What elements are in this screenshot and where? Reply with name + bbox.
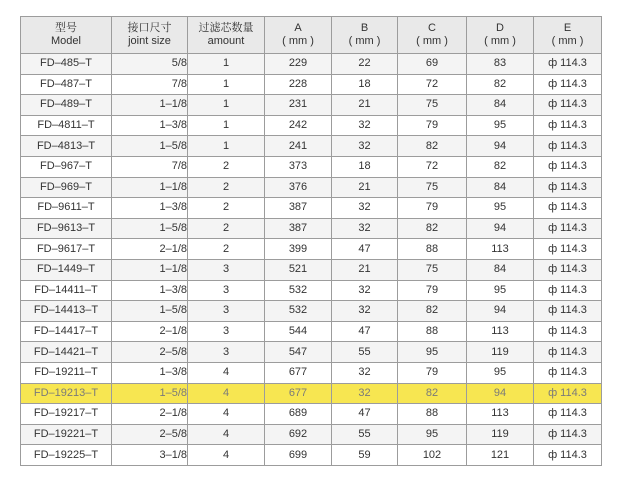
cell-joint-size: 1–1/8 [112,95,188,116]
cell-amount: 4 [188,424,265,445]
cell-joint-size: 1–5/8 [112,383,188,404]
cell-a: 677 [265,362,332,383]
cell-amount: 4 [188,445,265,466]
cell-joint-size: 5/8 [112,54,188,75]
cell-c: 82 [398,136,467,157]
cell-amount: 4 [188,383,265,404]
cell-d: 113 [467,404,534,425]
cell-joint-size: 1–5/8 [112,301,188,322]
cell-c: 75 [398,259,467,280]
cell-b: 32 [332,218,398,239]
table-row [21,424,602,445]
cell-a: 547 [265,342,332,363]
cell-c: 82 [398,383,467,404]
cell-e: ф 114.3 [534,404,602,425]
cell-c: 102 [398,445,467,466]
cell-c: 95 [398,424,467,445]
cell-model: FD–14421–T [21,342,112,363]
cell-c: 95 [398,342,467,363]
cell-joint-size: 1–5/8 [112,218,188,239]
cell-model: FD–19213–T [21,383,112,404]
cell-e: ф 114.3 [534,198,602,219]
cell-amount: 2 [188,177,265,198]
cell-a: 699 [265,445,332,466]
cell-d: 84 [467,177,534,198]
cell-e: ф 114.3 [534,362,602,383]
cell-b: 18 [332,156,398,177]
filter-spec-table [20,16,602,466]
cell-b: 47 [332,321,398,342]
cell-a: 373 [265,156,332,177]
cell-e: ф 114.3 [534,239,602,260]
cell-c: 69 [398,54,467,75]
cell-a: 229 [265,54,332,75]
cell-joint-size: 1–3/8 [112,198,188,219]
header-e: E ( mm ) [534,17,602,54]
cell-b: 18 [332,74,398,95]
cell-amount: 3 [188,301,265,322]
cell-joint-size: 2–5/8 [112,342,188,363]
cell-joint-size: 1–1/8 [112,177,188,198]
cell-e: ф 114.3 [534,74,602,95]
table-row [21,280,602,301]
cell-joint-size: 1–3/8 [112,362,188,383]
cell-d: 94 [467,301,534,322]
table-header-row [21,17,602,54]
cell-model: FD–1449–T [21,259,112,280]
header-joint-size: 接口尺寸 joint size [112,17,188,54]
cell-c: 88 [398,321,467,342]
cell-b: 32 [332,115,398,136]
table-row [21,321,602,342]
cell-model: FD–9611–T [21,198,112,219]
table-row-highlighted [21,383,602,404]
cell-joint-size: 1–3/8 [112,280,188,301]
cell-a: 376 [265,177,332,198]
table-row [21,362,602,383]
header-model: 型号 Model [21,17,112,54]
cell-a: 521 [265,259,332,280]
cell-joint-size: 1–3/8 [112,115,188,136]
cell-c: 82 [398,301,467,322]
cell-a: 399 [265,239,332,260]
cell-d: 82 [467,156,534,177]
cell-a: 532 [265,280,332,301]
table-row [21,445,602,466]
cell-a: 544 [265,321,332,342]
cell-e: ф 114.3 [534,115,602,136]
cell-amount: 1 [188,54,265,75]
cell-a: 692 [265,424,332,445]
cell-d: 95 [467,362,534,383]
cell-c: 82 [398,218,467,239]
cell-model: FD–14411–T [21,280,112,301]
header-a: A ( mm ) [265,17,332,54]
cell-d: 95 [467,115,534,136]
cell-joint-size: 2–1/8 [112,404,188,425]
cell-e: ф 114.3 [534,136,602,157]
cell-b: 47 [332,404,398,425]
cell-b: 32 [332,198,398,219]
table-row [21,95,602,116]
cell-a: 241 [265,136,332,157]
cell-a: 677 [265,383,332,404]
cell-model: FD–14417–T [21,321,112,342]
cell-amount: 3 [188,280,265,301]
cell-d: 82 [467,74,534,95]
cell-joint-size: 7/8 [112,74,188,95]
table-row [21,301,602,322]
cell-model: FD–9617–T [21,239,112,260]
cell-b: 32 [332,280,398,301]
cell-model: FD–19221–T [21,424,112,445]
cell-joint-size: 3–1/8 [112,445,188,466]
cell-amount: 2 [188,239,265,260]
cell-joint-size: 2–5/8 [112,424,188,445]
cell-e: ф 114.3 [534,54,602,75]
cell-c: 75 [398,95,467,116]
cell-e: ф 114.3 [534,156,602,177]
header-d: D ( mm ) [467,17,534,54]
cell-b: 21 [332,95,398,116]
cell-b: 32 [332,362,398,383]
cell-b: 32 [332,136,398,157]
cell-amount: 4 [188,404,265,425]
cell-model: FD–19225–T [21,445,112,466]
cell-model: FD–14413–T [21,301,112,322]
cell-d: 119 [467,424,534,445]
cell-d: 84 [467,95,534,116]
cell-model: FD–967–T [21,156,112,177]
cell-e: ф 114.3 [534,321,602,342]
cell-c: 72 [398,156,467,177]
cell-c: 88 [398,239,467,260]
cell-b: 55 [332,424,398,445]
cell-d: 113 [467,239,534,260]
table-row [21,218,602,239]
cell-b: 47 [332,239,398,260]
cell-a: 228 [265,74,332,95]
cell-model: FD–9613–T [21,218,112,239]
cell-d: 84 [467,259,534,280]
table-row [21,156,602,177]
cell-c: 79 [398,362,467,383]
cell-c: 88 [398,404,467,425]
cell-joint-size: 1–1/8 [112,259,188,280]
cell-c: 79 [398,198,467,219]
cell-e: ф 114.3 [534,259,602,280]
cell-amount: 2 [188,156,265,177]
cell-d: 95 [467,198,534,219]
table-row [21,115,602,136]
cell-amount: 2 [188,218,265,239]
cell-d: 94 [467,136,534,157]
table-row [21,136,602,157]
cell-b: 59 [332,445,398,466]
table-row [21,259,602,280]
cell-d: 94 [467,383,534,404]
cell-e: ф 114.3 [534,383,602,404]
cell-d: 119 [467,342,534,363]
cell-d: 83 [467,54,534,75]
cell-d: 121 [467,445,534,466]
cell-e: ф 114.3 [534,424,602,445]
cell-b: 32 [332,383,398,404]
cell-amount: 1 [188,95,265,116]
cell-joint-size: 1–5/8 [112,136,188,157]
cell-c: 79 [398,115,467,136]
cell-joint-size: 2–1/8 [112,239,188,260]
table-row [21,198,602,219]
cell-c: 79 [398,280,467,301]
table-row [21,342,602,363]
cell-b: 55 [332,342,398,363]
cell-amount: 3 [188,321,265,342]
cell-model: FD–19217–T [21,404,112,425]
cell-a: 242 [265,115,332,136]
cell-amount: 2 [188,198,265,219]
cell-amount: 1 [188,74,265,95]
cell-model: FD–487–T [21,74,112,95]
cell-a: 387 [265,218,332,239]
header-amount: 过滤芯数量 amount [188,17,265,54]
cell-e: ф 114.3 [534,177,602,198]
table-row [21,54,602,75]
cell-e: ф 114.3 [534,280,602,301]
cell-e: ф 114.3 [534,445,602,466]
cell-amount: 1 [188,115,265,136]
table-row [21,74,602,95]
table-row [21,404,602,425]
cell-model: FD–4811–T [21,115,112,136]
cell-e: ф 114.3 [534,218,602,239]
cell-a: 231 [265,95,332,116]
header-c: C ( mm ) [398,17,467,54]
cell-a: 532 [265,301,332,322]
cell-d: 95 [467,280,534,301]
cell-a: 689 [265,404,332,425]
cell-model: FD–969–T [21,177,112,198]
cell-b: 22 [332,54,398,75]
table-body [21,54,602,466]
cell-amount: 4 [188,362,265,383]
cell-model: FD–489–T [21,95,112,116]
cell-model: FD–485–T [21,54,112,75]
cell-d: 113 [467,321,534,342]
table-row [21,177,602,198]
cell-d: 94 [467,218,534,239]
cell-a: 387 [265,198,332,219]
cell-joint-size: 7/8 [112,156,188,177]
table-row [21,239,602,260]
cell-c: 72 [398,74,467,95]
cell-amount: 3 [188,259,265,280]
cell-b: 21 [332,259,398,280]
cell-b: 21 [332,177,398,198]
cell-joint-size: 2–1/8 [112,321,188,342]
cell-e: ф 114.3 [534,342,602,363]
cell-c: 75 [398,177,467,198]
cell-model: FD–4813–T [21,136,112,157]
cell-b: 32 [332,301,398,322]
cell-amount: 3 [188,342,265,363]
cell-e: ф 114.3 [534,301,602,322]
cell-model: FD–19211–T [21,362,112,383]
cell-amount: 1 [188,136,265,157]
header-b: B ( mm ) [332,17,398,54]
cell-e: ф 114.3 [534,95,602,116]
